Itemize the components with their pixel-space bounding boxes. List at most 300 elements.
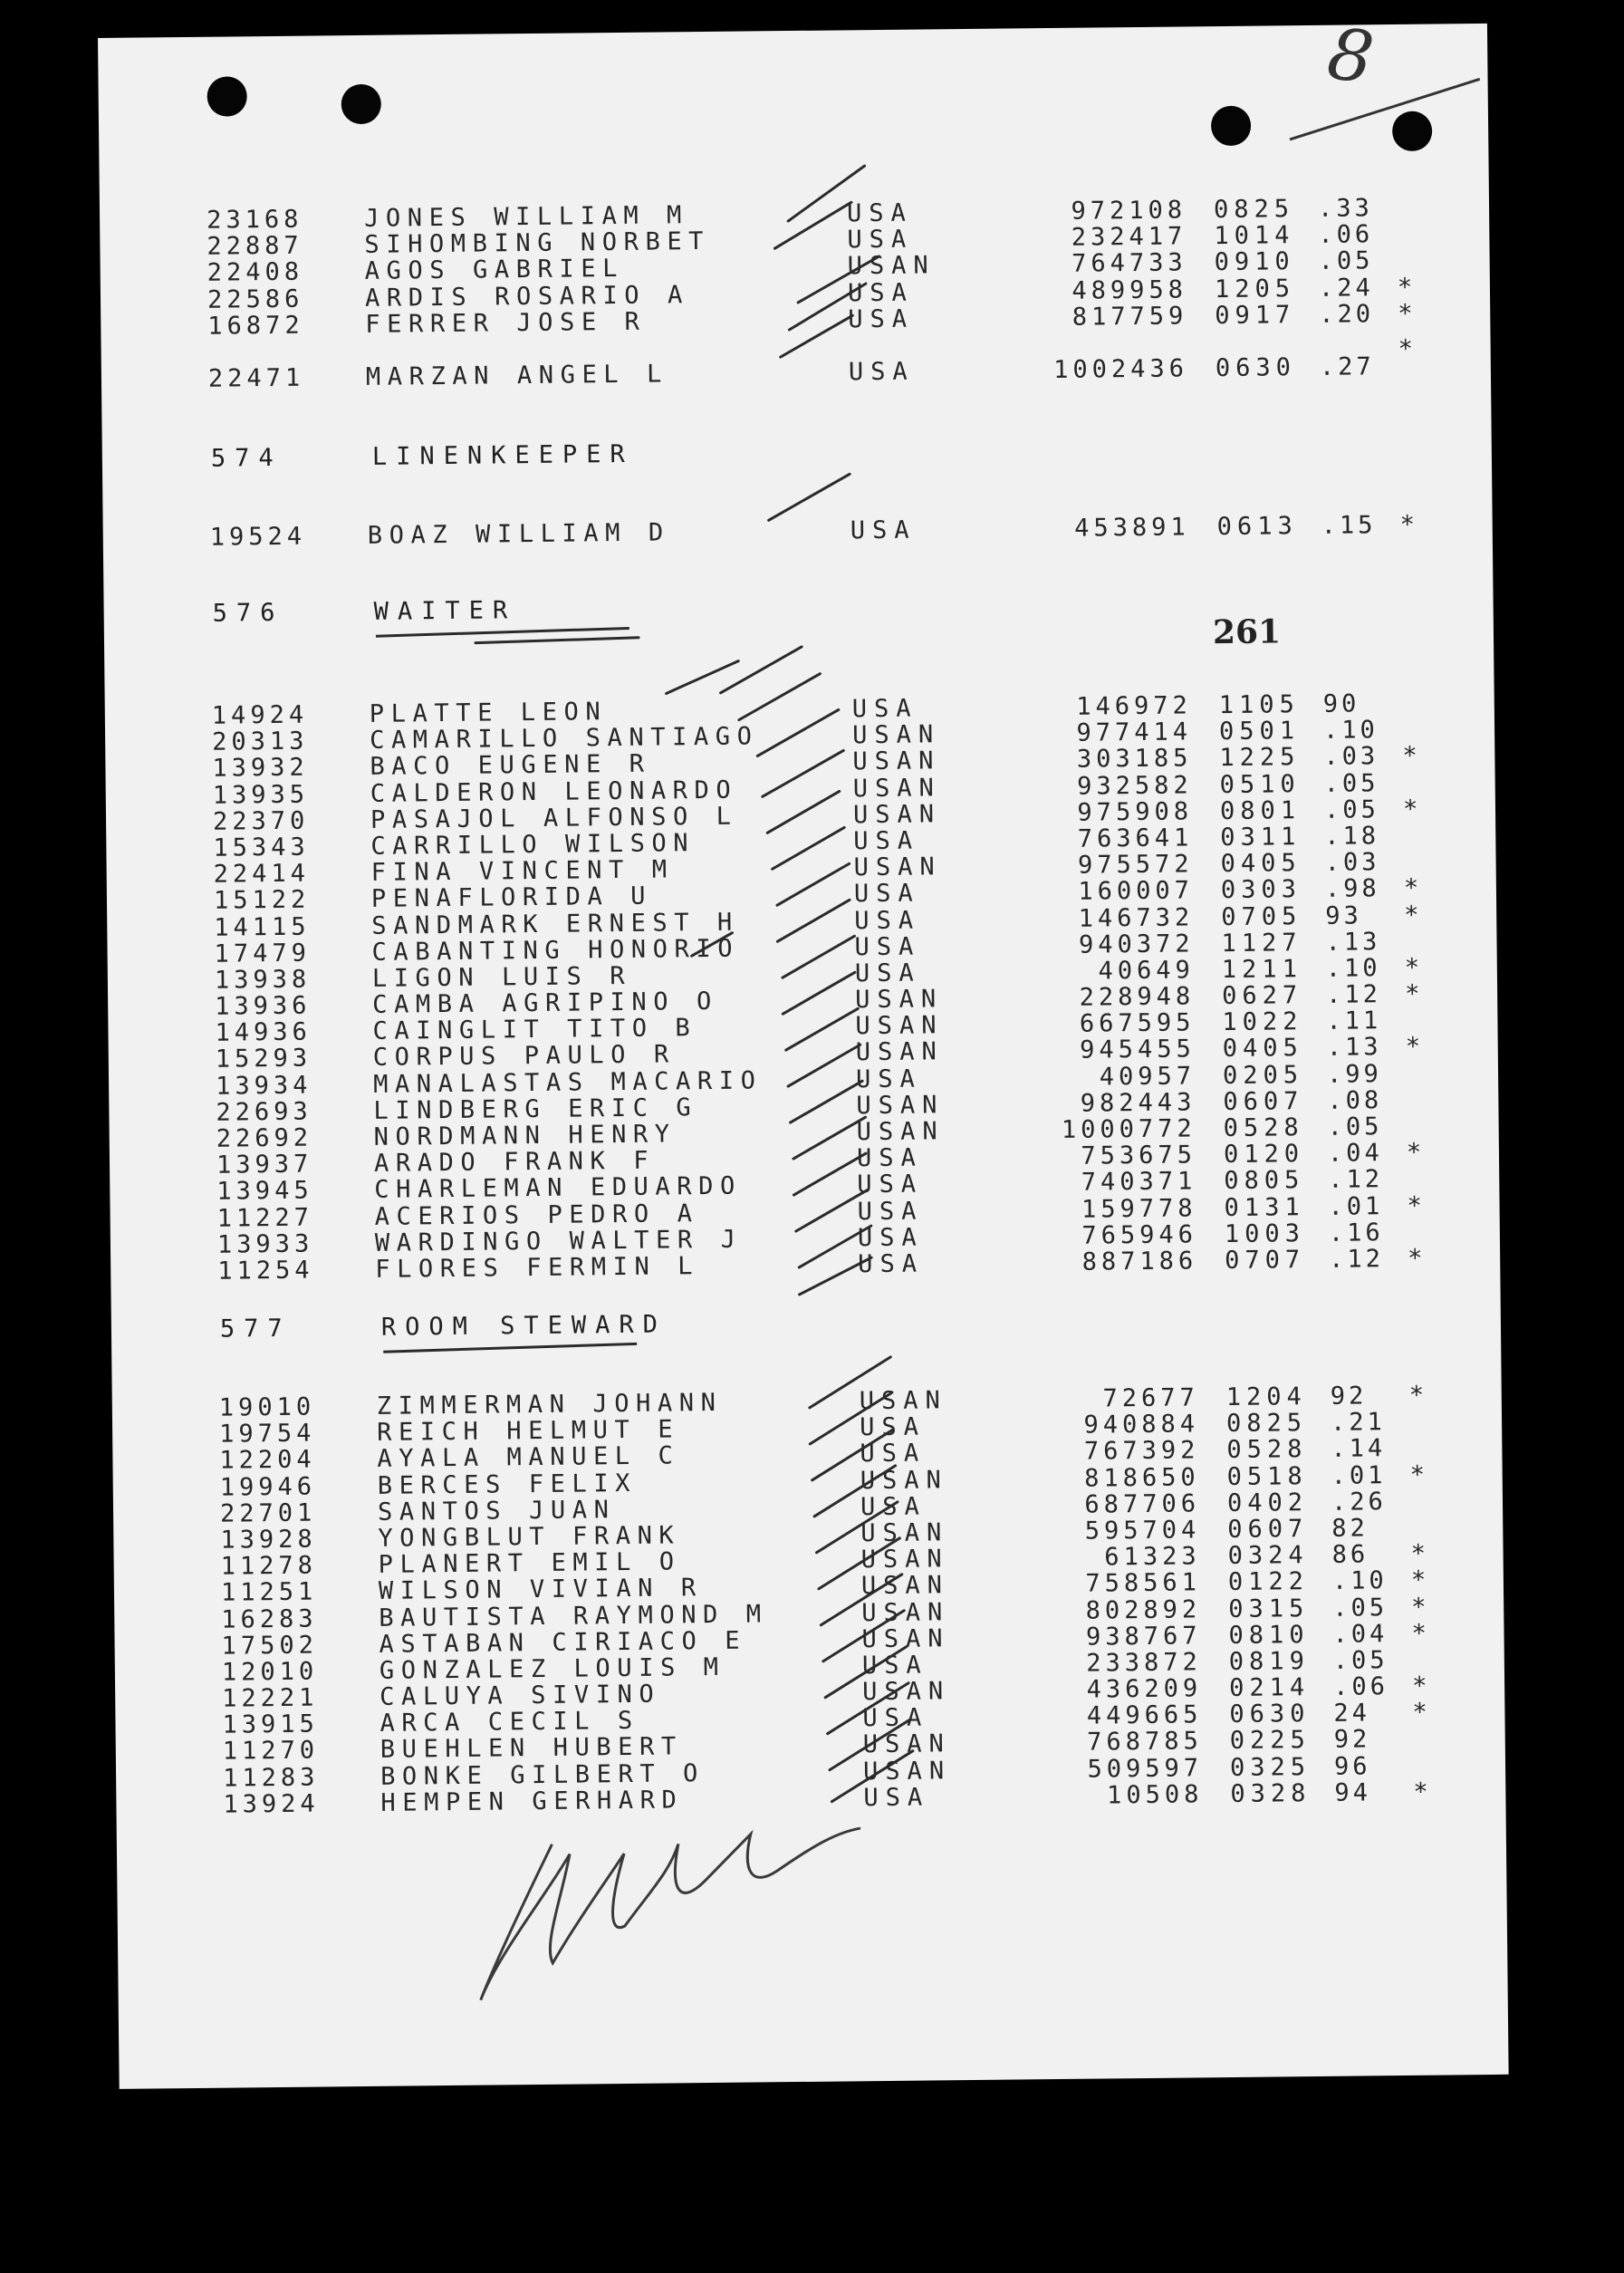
asterisk-mark: * [1411, 1593, 1427, 1622]
date-code: 0303 [1220, 875, 1302, 905]
page-stamp-number: 261 [1212, 612, 1282, 652]
date-code: 0801 [1219, 795, 1302, 825]
employee-number: 13937 [216, 1150, 313, 1180]
registration-number: 817759 [1071, 302, 1188, 332]
employee-number: 22887 [207, 231, 303, 261]
section-code: 576 [212, 598, 284, 628]
crew-name: CAINGLIT TITO B [372, 1014, 697, 1046]
employee-number: 22414 [213, 859, 311, 889]
amount: .15 [1321, 511, 1377, 540]
asterisk-mark: * [1397, 273, 1413, 302]
amount: .10 [1325, 954, 1381, 983]
amount: .24 [1318, 273, 1374, 303]
date-code: 0707 [1225, 1246, 1306, 1275]
date-code: 0510 [1219, 769, 1301, 799]
amount: .06 [1332, 1672, 1389, 1701]
manifest-page [98, 13, 1509, 2089]
amount: 92 [1333, 1725, 1371, 1755]
amount: .06 [1318, 220, 1374, 250]
date-code: 0917 [1215, 300, 1296, 330]
asterisk-mark: * [1404, 901, 1419, 929]
asterisk-mark: * [1408, 1381, 1425, 1410]
amount: .03 [1324, 848, 1380, 877]
registration-number: 595704 [1084, 1516, 1201, 1546]
registration-number: 975908 [1077, 797, 1194, 827]
crew-name: LIGON LUIS R [371, 961, 632, 993]
crew-name: ARCA CECIL S [380, 1707, 639, 1738]
citizenship: USA [860, 1492, 927, 1522]
date-code: 0910 [1214, 247, 1295, 277]
citizenship: USAN [861, 1623, 950, 1653]
registration-number: 453891 [1074, 513, 1190, 543]
amount: .12 [1325, 980, 1382, 1009]
asterisk-mark: * [1410, 1566, 1427, 1595]
registration-number: 765946 [1081, 1220, 1198, 1250]
amount: 82 [1331, 1514, 1369, 1543]
registration-number: 753675 [1081, 1141, 1197, 1170]
crew-name: CALUYA SIVINO [380, 1680, 661, 1711]
registration-number: 982443 [1080, 1088, 1196, 1118]
amount: 93 [1325, 901, 1362, 930]
employee-number: 14924 [211, 700, 309, 730]
asterisk-mark: * [1403, 874, 1419, 903]
registration-number: 687706 [1084, 1489, 1201, 1519]
date-code: 1211 [1221, 955, 1303, 984]
citizenship: USAN [859, 1386, 947, 1416]
registration-number: 818650 [1083, 1462, 1200, 1493]
employee-number: 13938 [214, 965, 312, 995]
date-code: 0225 [1229, 1726, 1311, 1756]
section-underline [383, 1343, 637, 1353]
amount: .08 [1327, 1086, 1383, 1115]
date-code: 1003 [1224, 1218, 1306, 1248]
citizenship: USAN [861, 1597, 950, 1627]
employee-number: 11278 [220, 1551, 318, 1581]
section-underline [376, 627, 629, 638]
employee-number: 11251 [220, 1577, 318, 1607]
amount: .18 [1324, 822, 1380, 851]
date-code: 1205 [1214, 274, 1296, 303]
asterisk-mark: * [1404, 953, 1420, 982]
section-code: 577 [219, 1314, 292, 1344]
registration-number: 975572 [1077, 850, 1194, 880]
employee-number: 13933 [216, 1229, 314, 1259]
section-code: 574 [210, 443, 283, 473]
employee-number: 22692 [216, 1123, 313, 1153]
citizenship: USA [857, 1170, 924, 1199]
crew-name: ARDIS ROSARIO A [364, 280, 690, 313]
registration-number: 159778 [1081, 1193, 1197, 1224]
date-code: 0528 [1226, 1435, 1308, 1465]
date-code: 0328 [1230, 1778, 1312, 1808]
date-code: 0630 [1215, 353, 1297, 383]
citizenship: USA [854, 932, 921, 961]
registration-number: 489958 [1071, 274, 1188, 305]
employee-number: 19946 [219, 1472, 317, 1502]
registration-number: 977414 [1076, 718, 1193, 747]
crew-name: CAMARILLO SANTIAGO [369, 722, 759, 756]
citizenship: USA [854, 958, 921, 988]
crew-name: SANDMARK ERNEST H [371, 908, 739, 940]
registration-number: 763641 [1077, 823, 1194, 853]
amount: .10 [1331, 1566, 1388, 1596]
amount: .12 [1328, 1165, 1384, 1195]
asterisk-mark: * [1405, 1033, 1421, 1062]
registration-number: 146732 [1078, 902, 1195, 933]
employee-number: 11254 [217, 1256, 314, 1286]
crew-name: AGOS GABRIEL [364, 255, 625, 286]
amount: .05 [1323, 768, 1379, 798]
crew-name: ASTABAN CIRIACO E [379, 1626, 747, 1659]
punch-hole-2 [341, 84, 381, 124]
registration-number: 228948 [1079, 982, 1196, 1012]
date-code: 0122 [1227, 1567, 1310, 1597]
amount: 96 [1333, 1752, 1371, 1781]
citizenship: USA [847, 225, 914, 255]
registration-number: 233872 [1086, 1648, 1203, 1678]
registration-number: 972108 [1071, 196, 1187, 226]
crew-name: FINA VINCENT M [370, 855, 674, 888]
section-linenkeeper [102, 431, 1493, 551]
citizenship: USAN [851, 720, 941, 750]
employee-number: 11270 [222, 1736, 320, 1767]
asterisk-mark: * [1402, 742, 1417, 771]
registration-number: 940372 [1078, 929, 1195, 959]
amount: .12 [1329, 1245, 1385, 1274]
registration-number: 449665 [1086, 1700, 1203, 1730]
employee-number: 12010 [221, 1657, 319, 1687]
asterisk-mark: * [1404, 979, 1420, 1009]
date-code: 0120 [1223, 1140, 1305, 1170]
amount: .99 [1326, 1059, 1382, 1089]
amount: .98 [1324, 874, 1380, 904]
citizenship: USA [854, 906, 921, 935]
crew-name: FERRER JOSE R [365, 307, 647, 339]
amount: .04 [1332, 1619, 1389, 1649]
registration-number: 768785 [1087, 1727, 1203, 1758]
crew-name: HEMPEN GERHARD [380, 1786, 684, 1817]
citizenship: USAN [862, 1729, 951, 1759]
date-code: 0630 [1229, 1700, 1311, 1729]
citizenship: USAN [860, 1465, 948, 1495]
date-code: 0810 [1228, 1620, 1310, 1650]
employee-number: 13932 [212, 753, 309, 784]
asterisk-mark: * [1398, 299, 1413, 328]
date-code: 0825 [1213, 195, 1295, 225]
date-code: 0613 [1216, 512, 1298, 542]
signature-scribble [479, 1828, 861, 1999]
asterisk-mark: * [1402, 795, 1418, 823]
citizenship: USAN [855, 1011, 944, 1041]
citizenship: USA [848, 304, 915, 334]
section-title: WAITER [373, 596, 517, 626]
amount: 92 [1330, 1382, 1368, 1411]
registration-number: 436209 [1086, 1674, 1203, 1704]
punch-hole-4 [1392, 111, 1432, 151]
amount: .01 [1331, 1460, 1387, 1490]
citizenship: USAN [847, 251, 936, 281]
crew-name: SIHOMBING NORBET [364, 227, 711, 260]
crew-name: BAUTISTA RAYMOND M [379, 1599, 768, 1633]
date-code: 0131 [1224, 1192, 1305, 1222]
crew-name: BERCES FELIX [377, 1469, 638, 1500]
registration-number: 932582 [1076, 770, 1193, 801]
employee-number: 13928 [220, 1525, 317, 1555]
employee-number: 15293 [215, 1045, 312, 1074]
employee-number: 13936 [215, 991, 312, 1021]
crew-name: BACO EUGENE R [370, 750, 651, 782]
punch-hole-3 [1211, 106, 1251, 146]
crew-name: NORDMANN HENRY [373, 1120, 677, 1151]
date-code: 1022 [1222, 1007, 1303, 1037]
amount: .05 [1323, 795, 1379, 824]
date-code: 0324 [1227, 1541, 1309, 1571]
registration-number: 802892 [1085, 1594, 1202, 1625]
employee-number: 13945 [216, 1176, 313, 1207]
employee-number: 16283 [221, 1604, 318, 1634]
crew-name: CHARLEMAN EDUARDO [374, 1172, 743, 1205]
registration-number: 40649 [1098, 956, 1196, 986]
employee-number: 17479 [214, 939, 312, 968]
employee-number: 13915 [222, 1710, 319, 1739]
amount: 90 [1322, 689, 1360, 718]
amount: .21 [1330, 1408, 1387, 1438]
registration-number: 945455 [1080, 1035, 1196, 1065]
crew-name: PASAJOL ALFONSO L [370, 802, 738, 834]
employee-number: 23168 [206, 205, 303, 235]
registration-number: 764733 [1071, 248, 1187, 279]
crew-name: REICH HELMUT E [376, 1415, 680, 1448]
citizenship: USAN [860, 1545, 949, 1575]
amount: .27 [1319, 352, 1375, 381]
amount: .05 [1318, 246, 1374, 276]
amount: .16 [1328, 1218, 1384, 1247]
citizenship: USA [856, 1143, 923, 1173]
citizenship: USA [860, 1439, 927, 1469]
registration-number: 303185 [1076, 744, 1193, 775]
crew-name: PLANERT EMIL O [378, 1547, 681, 1579]
employee-number: 19010 [218, 1392, 316, 1422]
crew-name: CABANTING HONORIO [371, 934, 740, 967]
citizenship: USAN [852, 746, 941, 776]
employee-number: 17502 [221, 1631, 319, 1661]
date-code: 1014 [1214, 221, 1295, 251]
employee-number: 11227 [216, 1203, 314, 1233]
crew-name: FLORES FERMIN L [375, 1252, 700, 1284]
crew-name: GONZALEZ LOUIS M [379, 1652, 726, 1685]
date-code: 0627 [1221, 981, 1303, 1011]
registration-number: 667595 [1079, 1008, 1196, 1038]
citizenship: USAN [862, 1756, 952, 1786]
citizenship: USAN [855, 985, 944, 1015]
amount: 24 [1333, 1699, 1371, 1729]
asterisk-mark: * [1399, 510, 1416, 539]
employee-number: 13934 [215, 1071, 312, 1101]
citizenship: USA [846, 198, 914, 228]
date-code: 0518 [1226, 1461, 1308, 1491]
asterisk-mark: * [1406, 1138, 1422, 1168]
crew-name: PENAFLORIDA U [370, 881, 653, 914]
amount: 86 [1331, 1540, 1369, 1569]
crew-name: ACERIOS PEDRO A [374, 1199, 699, 1231]
date-code: 1105 [1218, 690, 1300, 720]
crew-name: WILSON VIVIAN R [378, 1574, 703, 1606]
date-code: 0214 [1228, 1673, 1311, 1703]
amount: .05 [1332, 1646, 1389, 1675]
registration-number: 10508 [1106, 1780, 1204, 1810]
crew-name: AYALA MANUEL C [377, 1441, 680, 1474]
crew-name: MANALASTAS MACARIO [372, 1066, 763, 1099]
employee-number: 15343 [213, 833, 310, 862]
date-code: 0402 [1226, 1488, 1309, 1517]
date-code: 1225 [1219, 743, 1301, 773]
crew-name: ZIMMERMAN JOHANN [376, 1388, 723, 1421]
crew-name: YONGBLUT FRANK [378, 1521, 681, 1553]
asterisk-mark: * [1408, 1244, 1423, 1273]
asterisk-mark: * [1413, 1777, 1428, 1806]
citizenship: USA [850, 515, 917, 545]
citizenship: USAN [856, 1117, 945, 1147]
employee-number: 22701 [219, 1498, 317, 1528]
date-code: 0311 [1220, 823, 1302, 852]
employee-number: 12221 [222, 1683, 319, 1713]
crew-name: LINDBERG ERIC G [373, 1093, 698, 1125]
employee-number: 14936 [215, 1017, 312, 1047]
date-code: 0607 [1223, 1086, 1304, 1116]
citizenship: USAN [852, 800, 942, 830]
date-code: 0607 [1227, 1515, 1309, 1544]
employee-number: 12204 [219, 1445, 316, 1476]
citizenship: USA [853, 826, 920, 856]
registration-number: 1000772 [1061, 1114, 1196, 1144]
registration-number: 160007 [1078, 876, 1195, 907]
registration-number: 887186 [1081, 1247, 1198, 1276]
registration-number: 767392 [1083, 1436, 1200, 1467]
date-code: 0528 [1223, 1113, 1304, 1143]
crew-name: JONES WILLIAM M [363, 201, 689, 233]
asterisk-mark: * [1398, 334, 1414, 363]
employee-number: 22471 [207, 363, 305, 393]
amount: .01 [1328, 1191, 1384, 1221]
registration-number: 40957 [1099, 1061, 1196, 1092]
registration-number: 509597 [1087, 1753, 1204, 1784]
registration-number: 72677 [1102, 1383, 1199, 1413]
amount: .05 [1327, 1112, 1383, 1141]
employee-number: 22370 [212, 806, 310, 836]
employee-number: 16872 [207, 311, 304, 341]
registration-number: 938767 [1085, 1622, 1202, 1652]
date-code: 0501 [1218, 717, 1301, 746]
amount: 94 [1334, 1778, 1372, 1807]
section-title: ROOM STEWARD [380, 1310, 668, 1342]
amount: .13 [1325, 927, 1381, 957]
date-code: 0315 [1228, 1594, 1310, 1623]
amount: .14 [1331, 1434, 1387, 1464]
crew-name: BONKE GILBERT O [380, 1758, 706, 1791]
amount: .11 [1326, 1006, 1382, 1036]
employee-number: 11283 [222, 1763, 320, 1793]
section-waiter [104, 586, 1501, 1285]
citizenship: USA [858, 1249, 925, 1279]
registration-number: 940884 [1083, 1410, 1200, 1440]
employee-number: 19524 [209, 522, 307, 552]
employee-number: 13935 [212, 780, 310, 810]
citizenship: USA [862, 1703, 929, 1733]
citizenship: USA [857, 1223, 924, 1253]
asterisk-mark: * [1410, 1539, 1427, 1569]
registration-number: 61323 [1104, 1542, 1201, 1572]
date-code: 0405 [1222, 1034, 1303, 1064]
date-code: 1127 [1221, 928, 1302, 958]
employee-number: 13924 [223, 1789, 320, 1819]
date-code: 0205 [1222, 1060, 1304, 1090]
amount: .04 [1327, 1139, 1383, 1169]
crew-name: WARDINGO WALTER J [374, 1225, 743, 1257]
crew-name: PLATTE LEON [369, 698, 608, 728]
amount: .26 [1331, 1487, 1387, 1517]
citizenship: USA [861, 1651, 928, 1681]
amount: .13 [1326, 1033, 1382, 1063]
registration-number: 1002436 [1052, 354, 1189, 384]
asterisk-mark: * [1407, 1191, 1423, 1220]
employee-number: 22586 [207, 284, 304, 314]
citizenship: USA [847, 278, 914, 307]
crew-name: CORPUS PAULO R [372, 1040, 676, 1073]
citizenship: USA [853, 879, 920, 909]
employee-number: 22693 [216, 1097, 312, 1127]
registration-number: 740371 [1081, 1167, 1197, 1198]
citizenship: USAN [860, 1518, 949, 1548]
citizenship: USA [848, 357, 915, 387]
amount: .20 [1319, 300, 1375, 329]
crew-name: CAMBA AGRIPINO O [372, 987, 719, 1019]
section-continued [100, 193, 1491, 392]
crew-name: CALDERON LEONARDO [370, 775, 738, 808]
registration-number: 758561 [1085, 1568, 1202, 1598]
citizenship: USAN [860, 1571, 950, 1601]
citizenship: USAN [852, 773, 941, 803]
crew-name: ARADO FRANK F [373, 1146, 656, 1179]
crew-name: CARRILLO WILSON [370, 829, 696, 861]
citizenship: USAN [855, 1037, 944, 1067]
section-title: LINENKEEPER [371, 439, 634, 471]
citizenship: USA [859, 1412, 927, 1442]
asterisk-mark: * [1412, 1698, 1427, 1728]
registration-number: 146972 [1076, 691, 1192, 721]
employee-number: 15122 [213, 885, 311, 916]
crew-name: SANTOS JUAN [377, 1495, 616, 1527]
amount: .03 [1323, 742, 1379, 772]
crew-name: BUEHLEN HUBERT [380, 1732, 683, 1765]
date-code: 0825 [1225, 1409, 1308, 1439]
citizenship: USA [857, 1197, 924, 1226]
section-room-steward [111, 1302, 1506, 1818]
amount: .10 [1322, 716, 1379, 746]
amount: .05 [1332, 1593, 1389, 1623]
folio-underline [1290, 78, 1481, 140]
asterisk-mark: * [1409, 1460, 1426, 1489]
citizenship: USAN [853, 852, 942, 882]
asterisk-mark: * [1411, 1671, 1427, 1700]
employee-number: 20313 [211, 727, 309, 756]
amount: .33 [1317, 194, 1373, 223]
citizenship: USAN [862, 1677, 951, 1707]
citizenship: USA [863, 1783, 930, 1813]
folio-number: 8 [1322, 13, 1379, 101]
crew-name: BOAZ WILLIAM D [367, 518, 670, 550]
citizenship: USA [855, 1064, 923, 1093]
date-code: 0805 [1224, 1166, 1305, 1196]
